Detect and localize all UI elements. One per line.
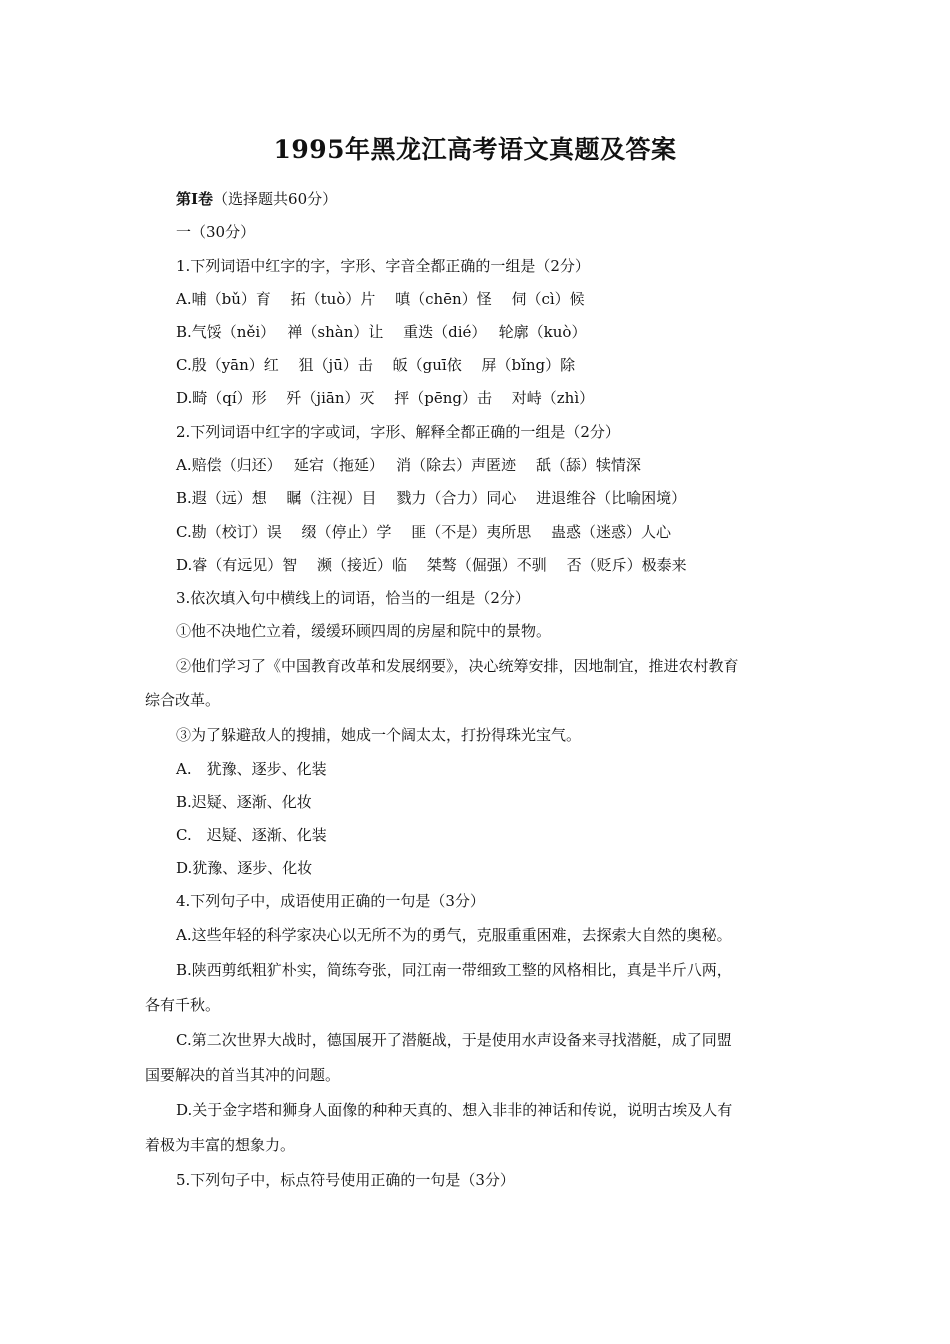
q4-option-c: C.第二次世界大战时，德国展开了潜艇战，于是使用水声设备来寻找潜艇，成了同盟	[176, 1031, 732, 1049]
q4-option-c-cont: 国要解决的首当其冲的问题。	[145, 1066, 341, 1084]
q1-option-b: B.气馁（něi） 禅（shàn）让 重迭（dié） 轮廓（kuò）	[176, 323, 587, 341]
question-2: 2.下列词语中红字的字或词，字形、解释全都正确的一组是（2分）	[176, 423, 620, 441]
section-label: 第Ⅰ卷	[176, 190, 214, 208]
q4-option-a: A.这些年轻的科学家决心以无所不为的勇气，克服重重困难，去探索大自然的奥秘。	[176, 926, 732, 944]
q3-sentence-1: ①他不决地伫立着，缓缓环顾四周的房屋和院中的景物。	[176, 622, 552, 640]
q2-option-d: D.睿（有远见）智 濒（接近）临 桀骜（倔强）不驯 否（贬斥）极泰来	[176, 556, 687, 574]
q3-sentence-2: ②他们学习了《中国教育改革和发展纲要》，决心统筹安排，因地制宜，推进农村教育	[176, 657, 739, 675]
q2-option-b: B.遐（远）想 瞩（注视）目 戮力（合力）同心 进退维谷（比喻困境）	[176, 489, 687, 507]
q3-option-d: D.犹豫、逐步、化妆	[176, 859, 313, 877]
question-4: 4.下列句子中，成语使用正确的一句是（3分）	[176, 892, 485, 910]
page-title: 1995年黑龙江高考语文真题及答案	[273, 135, 677, 164]
q2-option-c: C.勘（校订）误 缀（停止）学 匪（不是）夷所思 蛊惑（迷惑）人心	[176, 523, 672, 541]
q4-option-b: B.陕西剪纸粗犷朴实，简练夸张，同江南一带细致工整的风格相比，真是半斤八两，	[176, 961, 732, 979]
part-heading: 一（30分）	[176, 223, 256, 241]
q4-option-d-cont: 着极为丰富的想象力。	[145, 1136, 296, 1154]
q4-option-d: D.关于金字塔和狮身人面像的种种天真的、想入非非的神话和传说，说明古埃及人有	[176, 1101, 733, 1119]
question-1: 1.下列词语中红字的字，字形、字音全都正确的一组是（2分）	[176, 257, 590, 275]
q3-sentence-2-cont: 综合改革。	[145, 691, 221, 709]
q3-sentence-3: ③为了躲避敌人的搜捕，她成一个阔太太，打扮得珠光宝气。	[176, 726, 582, 744]
question-3: 3.依次填入句中横线上的词语，恰当的一组是（2分）	[176, 589, 530, 607]
q4-option-b-cont: 各有千秋。	[145, 996, 221, 1014]
q1-option-c: C.殷（yān）红 狙（jū）击 皈（guī依 屏（bǐng）除	[176, 356, 576, 374]
q3-option-a: A. 犹豫、逐步、化装	[176, 760, 327, 778]
q3-option-b: B.迟疑、逐渐、化妆	[176, 793, 312, 811]
section-note: （选择题共60分）	[213, 190, 338, 208]
q2-option-a: A.赔偿（归还） 延宕（拖延） 消（除去）声匿迹 舐（舔）犊情深	[176, 456, 641, 474]
q1-option-a: A.哺（bǔ）育 拓（tuò）片 嗔（chēn）怪 伺（cì）候	[176, 290, 585, 308]
q3-option-c: C. 迟疑、逐渐、化装	[176, 826, 327, 844]
question-5: 5.下列句子中，标点符号使用正确的一句是（3分）	[176, 1171, 515, 1189]
q1-option-d: D.畸（qí）形 歼（jiān）灭 抨（pēng）击 对峙（zhì）	[176, 389, 595, 407]
section-heading	[176, 189, 337, 209]
